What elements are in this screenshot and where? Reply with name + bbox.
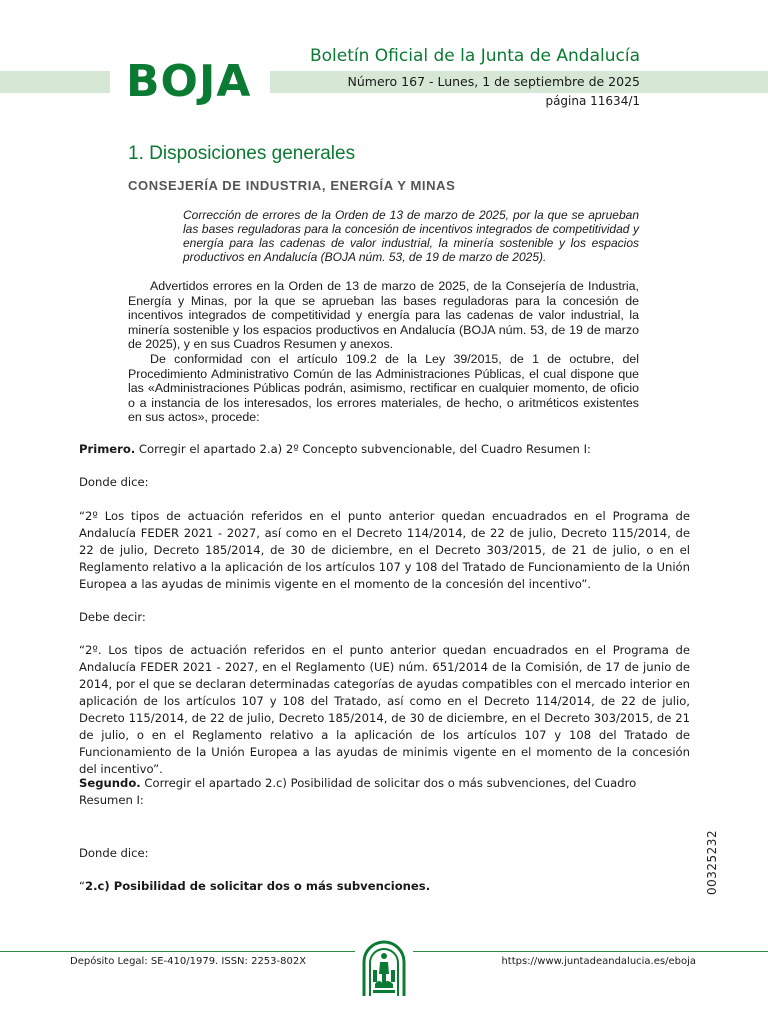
intro-block	[128, 279, 639, 425]
quote-section-2c	[79, 878, 690, 895]
donde-dice-label-1: Donde dice:	[79, 475, 149, 489]
debe-decir-label: Debe decir:	[79, 610, 146, 624]
primero-label: Primero.	[79, 442, 136, 456]
quote-2c-heading: 2.c) Posibilidad de solicitar dos o más subvenciones.	[85, 879, 431, 893]
issue-info: Número 167 - Lunes, 1 de septiembre de 2025	[347, 74, 640, 89]
quote-corrected: “2º. Los tipos de actuación referidos en el punto anterior quedan encuadrados en el Programa de Andalucía FEDER 2021 - 2027, en el Reglamento (UE) núm. 651/2014 de la Comisión, de 17 de junio de 2014, por el que se declaran determinadas categorías de ayudas compatibles con el mercado interior en aplicación de los artículos 107 y 108 del Tratado, así como en el Decreto 114/2014, de 22 de julio, Decreto 115/2014, de 22 de julio, Decreto 185/2014, de 30 de diciembre, en el Decreto 303/2015, de 21 de julio, o en el Reglamento relativo a la aplicación de los artículos 107 y 108 del Tratado de Funcionamiento de la Unión Europea a las ayudas de minimis vigente en el momento de la concesión del incentivo”.	[79, 643, 690, 776]
document-number: 00325232	[705, 829, 719, 895]
primero-paragraph	[79, 441, 690, 458]
intro-paragraph-1: Advertidos errores en la Orden de 13 de marzo de 2025, de la Consejería de Industria, Energía y Minas, por la que se aprueban las bases reguladoras para la concesión de incentivos integrados de competitividad y energía para las cadenas de valor industrial, la minería sostenible y los espacios productivos en Andalucía (BOJA núm. 53, de 19 de marzo de 2025), y en sus Cuadros Resumen y anexos.	[128, 279, 639, 352]
primero-text: Corregir el apartado 2.a) 2º Concepto subvencionable, del Cuadro Resumen I:	[135, 442, 591, 456]
footer-rule-right	[413, 951, 768, 952]
summary-text: Corrección de errores de la Orden de 13 de marzo de 2025, por la que se aprueban las bases reguladoras para la concesión de incentivos integrados de competitividad y energía para las cadenas de valor industrial, la minería sostenible y los espacios productivos en Andalucía (BOJA núm. 53, de 19 de marzo de 2025).	[183, 208, 639, 264]
segundo-text: Corregir el apartado 2.c) Posibilidad de solicitar dos o más subvenciones, del Cuadro Resumen I:	[79, 776, 637, 807]
page-number: página 11634/1	[545, 94, 640, 108]
boja-logo: BOJA	[126, 60, 257, 104]
donde-dice-label-2: Donde dice:	[79, 846, 149, 860]
section-title: 1. Disposiciones generales	[128, 143, 356, 164]
segundo-label: Segundo.	[79, 776, 141, 790]
junta-andalucia-emblem-icon	[361, 940, 407, 998]
ministry-heading: CONSEJERÍA DE INDUSTRIA, ENERGÍA Y MINAS	[128, 178, 456, 193]
bulletin-title: Boletín Oficial de la Junta de Andalucía	[309, 46, 640, 66]
legal-deposit: Depósito Legal: SE-410/1979. ISSN: 2253-802X	[70, 956, 307, 967]
quote-original: “2º Los tipos de actuación referidos en el punto anterior quedan encuadrados en el Programa de Andalucía FEDER 2021 - 2027, así como en el Decreto 114/2014, de 22 de julio, Decreto 115/2014, de 22 de julio, Decreto 185/2014, de 30 de diciembre, en el Decreto 303/2015, de 21 de julio, o en el Reglamento relativo a la aplicación de los artículos 107 y 108 del Tratado de Funcionamiento de la Unión Europea a las ayudas de minimis vigente en el momento de la concesión del incentivo”.	[79, 509, 690, 591]
intro-paragraph-2: De conformidad con el artículo 109.2 de la Ley 39/2015, de 1 de octubre, del Procedimiento Administrativo Común de las Administraciones Públicas, el cual dispone que las «Administraciones Públicas podrán, asimismo, rectificar en cualquier momento, de oficio o a instancia de los interesados, los errores materiales, de hecho, o aritméticos existentes en sus actos», procede:	[128, 351, 639, 425]
footer-rule-left	[0, 951, 355, 952]
boja-url: https://www.juntadeandalucia.es/eboja	[501, 956, 696, 967]
segundo-paragraph	[79, 775, 690, 809]
quote-open-mark: “	[79, 879, 86, 893]
